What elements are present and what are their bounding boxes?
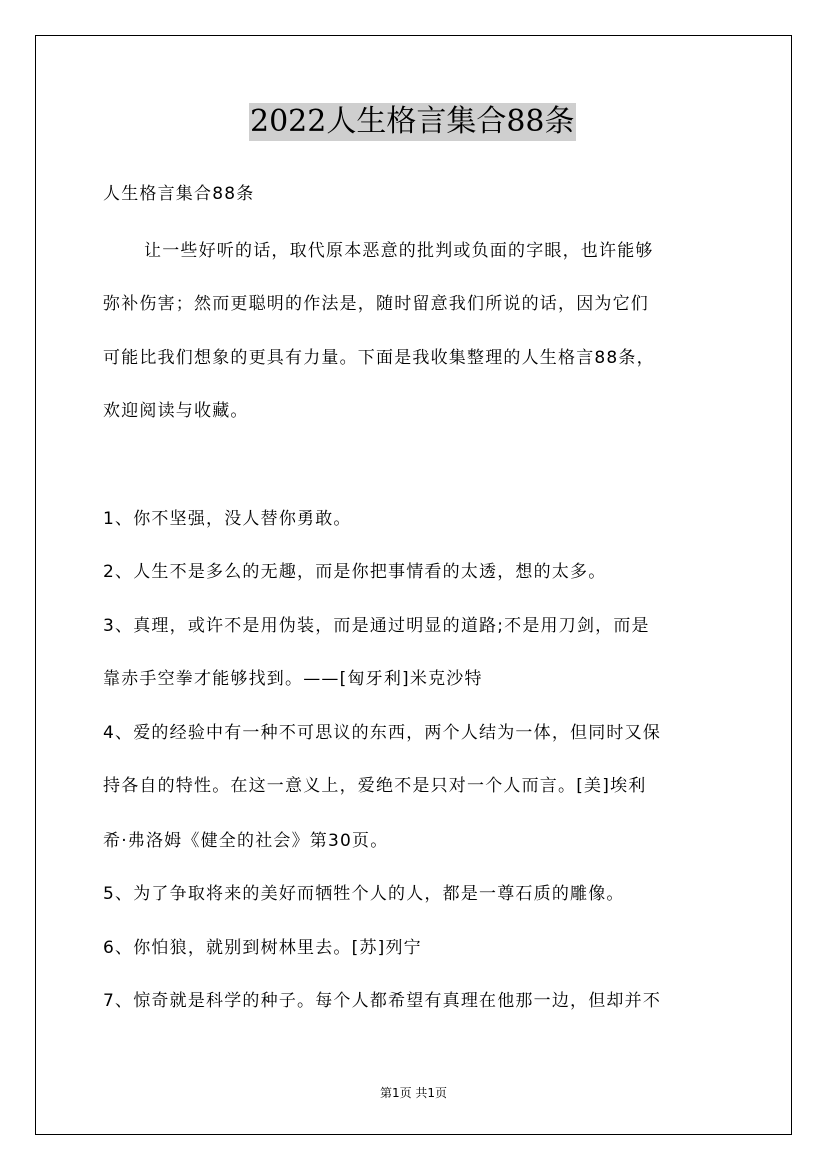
quote-line: 6、你怕狼，就别到树林里去。[苏]列宁 bbox=[103, 938, 422, 958]
quote-line: 2、人生不是多么的无趣，而是你把事情看的太透，想的太多。 bbox=[103, 562, 607, 582]
document-subtitle: 人生格言集合88条 bbox=[103, 184, 255, 204]
page-footer: 第1页 共1页 bbox=[379, 1086, 448, 1100]
document-title: 2022人生格言集合88条 bbox=[250, 104, 575, 139]
quote-line: 3、真理，或许不是用伪装，而是通过明显的道路;不是用刀剑，而是 bbox=[103, 616, 650, 636]
intro-line: 可能比我们想象的更具有力量。下面是我收集整理的人生格言88条， bbox=[103, 348, 655, 368]
quote-line: 5、为了争取将来的美好而牺牲个人的人，都是一尊石质的雕像。 bbox=[103, 884, 625, 904]
quote-line: 7、惊奇就是科学的种子。每个人都希望有真理在他那一边，但却并不 bbox=[103, 991, 662, 1011]
quote-line: 1、你不坚强，没人替你勇敢。 bbox=[103, 509, 352, 529]
quote-line: 靠赤手空拳才能够找到。——[匈牙利]米克沙特 bbox=[103, 669, 483, 689]
intro-line: 让一些好听的话，取代原本恶意的批判或负面的字眼，也许能够 bbox=[144, 241, 654, 261]
quote-line: 持各自的特性。在这一意义上，爱绝不是只对一个人而言。[美]埃利 bbox=[103, 776, 647, 796]
quote-line: 4、爱的经验中有一种不可思议的东西，两个人结为一体，但同时又保 bbox=[103, 723, 662, 743]
quote-line: 希·弗洛姆《健全的社会》第30页。 bbox=[103, 831, 389, 851]
intro-line: 欢迎阅读与收藏。 bbox=[103, 401, 249, 421]
intro-line: 弥补伤害；然而更聪明的作法是，随时留意我们所说的话，因为它们 bbox=[103, 294, 649, 314]
